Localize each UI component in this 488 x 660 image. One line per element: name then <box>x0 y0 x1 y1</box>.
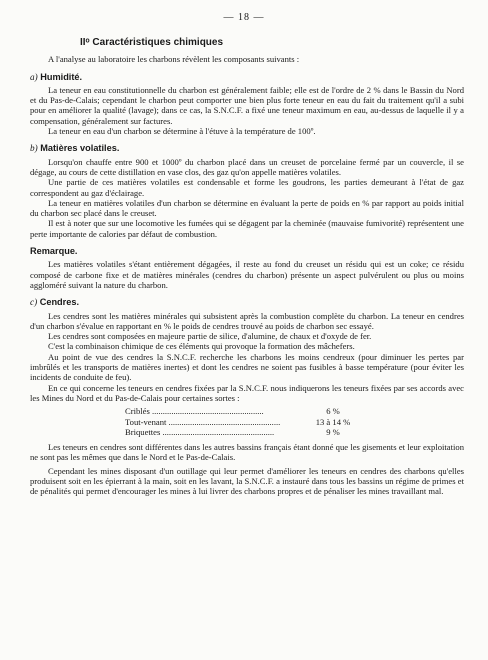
table-row-value: 9 % <box>326 426 340 437</box>
cendres-paragraph-4: Au point de vue des cendres la S.N.C.F. recherche les charbons les moins cendreux (pour diminuer les pertes par imbrûlés et les transports de matières inertes) et dont les cendres ne soient pas fusibles à basse température (pour éviter les incidents de conduite de feu). <box>30 351 464 383</box>
cendres-paragraph-2: Les cendres sont composées en majeure partie de silice, d'alumine, de chaux et d'oxyde de fer. <box>48 331 372 342</box>
page-number: — 18 — <box>223 12 265 23</box>
page-content <box>30 38 464 497</box>
section-heading: IIᵒ Caractéristiques chimiques <box>80 37 224 48</box>
table-row <box>125 427 464 437</box>
table-row-value: 6 % <box>326 406 340 417</box>
subsection-title: Matières volatiles. <box>40 143 120 154</box>
cendres-paragraph-5: En ce qui concerne les teneurs en cendres fixées par la S.N.C.F. nous indiquerons les teneurs fixées par ses accords avec les Mines du Nord et du Pas-de-Calais pour certaines sortes : <box>30 382 464 403</box>
subsection-matieres-heading <box>30 143 464 153</box>
subsection-title: Humidité. <box>40 71 83 82</box>
cendres-paragraph-6: Les teneurs en cendres sont différentes dans les autres bassins français étant donné que les gisements et leur exploitation ne sont pas les mêmes que dans le Nord et le Pas-de-Calais. <box>30 442 464 463</box>
subsection-cendres-heading <box>30 297 464 307</box>
subsection-title: Cendres. <box>39 297 80 308</box>
table-row-value: 13 à 14 % <box>315 416 351 427</box>
table-row <box>125 417 464 427</box>
table-row-name: Criblés .................................................... <box>125 406 264 417</box>
cendres-paragraph-3: C'est la combinaison chimique de ces éléments qui provoque la formation des mâchefers. <box>48 341 355 352</box>
matieres-paragraph-4: Il est à noter que sur une locomotive les fumées qui se dégagent par la cheminée (mauvaise fumivorité) représentent une perte importante de calories par défaut de combustion. <box>30 218 464 239</box>
subsection-humidite-heading <box>30 72 464 82</box>
cendres-paragraph-1: Les cendres sont les matières minérales qui subsistent après la combustion complète du charbon. La teneur en cendres d'un charbon s'évalue en rapportant en % le poids de cendres trouvé au poids de charbon sec essayé. <box>30 310 464 331</box>
matieres-paragraph-2: Une partie de ces matières volatiles est condensable et forme les goudrons, les parties demeurant à l'état de gaz correspondent au gaz d'éclairage. <box>30 177 464 198</box>
matieres-paragraph-1: Lorsqu'on chauffe entre 900 et 1000º du charbon placé dans un creuset de porcelaine fermé par un couvercle, il se dégage, au cours de cette distillation en vase clos, des gaz qu'on appelle matières volatiles. <box>30 156 464 177</box>
cendres-paragraph-7: Cependant les mines disposant d'un outillage qui leur permet d'améliorer les teneurs en cendres des charbons qu'elles produisent soit en les épierrant à la main, soit en les lavant, la S.N.C.F. a instauré dans tous les bassins un régime de primes et de pénalités qui permet d'encourager les mines à lui livrer des charbons propres et de pénaliser les mines travaillant mal. <box>30 465 464 497</box>
remarque-heading: Remarque. <box>30 246 78 257</box>
table-row-name: Briquettes .................................................... <box>125 426 275 437</box>
ash-content-table <box>125 406 464 437</box>
subsection-label: c) <box>30 297 38 308</box>
table-row <box>125 406 464 416</box>
humidite-paragraph-2: La teneur en eau d'un charbon se détermine à l'étuve à la température de 100º. <box>48 126 316 137</box>
subsection-label: b) <box>30 143 38 154</box>
matieres-paragraph-3: La teneur en matières volatiles d'un charbon se détermine en évaluant la perte de poids en % par rapport au poids initial du charbon sec placé dans le creuset. <box>30 197 464 219</box>
subsection-label: a) <box>30 71 38 82</box>
remarque-paragraph: Les matières volatiles s'étant entièrement dégagées, il reste au fond du creuset un résidu qui est un coke; ce résidu composé de carbone fixe et de matières minérales (cendres du charbon) présente un aspect pulvérulent ou plus ou moins aggloméré suivant la nature du charbon. <box>30 259 464 290</box>
table-row-name: Tout-venant .................................................... <box>125 416 281 427</box>
humidite-paragraph-1: La teneur en eau constitutionnelle du charbon est généralement faible; elle est de l'ordre de 2 % dans le Bassin du Nord et du Pas-de-Calais; cependant le charbon peut comporter une bien plus forte teneur en eau du fait du traitement qu'il a subi pour en améliorer la qualité (lavage); dans ce cas, la S.N.C.F. a fixé une teneur maximum en eau, au-dessus de laquelle il y a compensation, généralement sur factures. <box>30 84 464 126</box>
intro-paragraph: A l'analyse au laboratoire les charbons révèlent les composants suivants : <box>48 54 300 65</box>
